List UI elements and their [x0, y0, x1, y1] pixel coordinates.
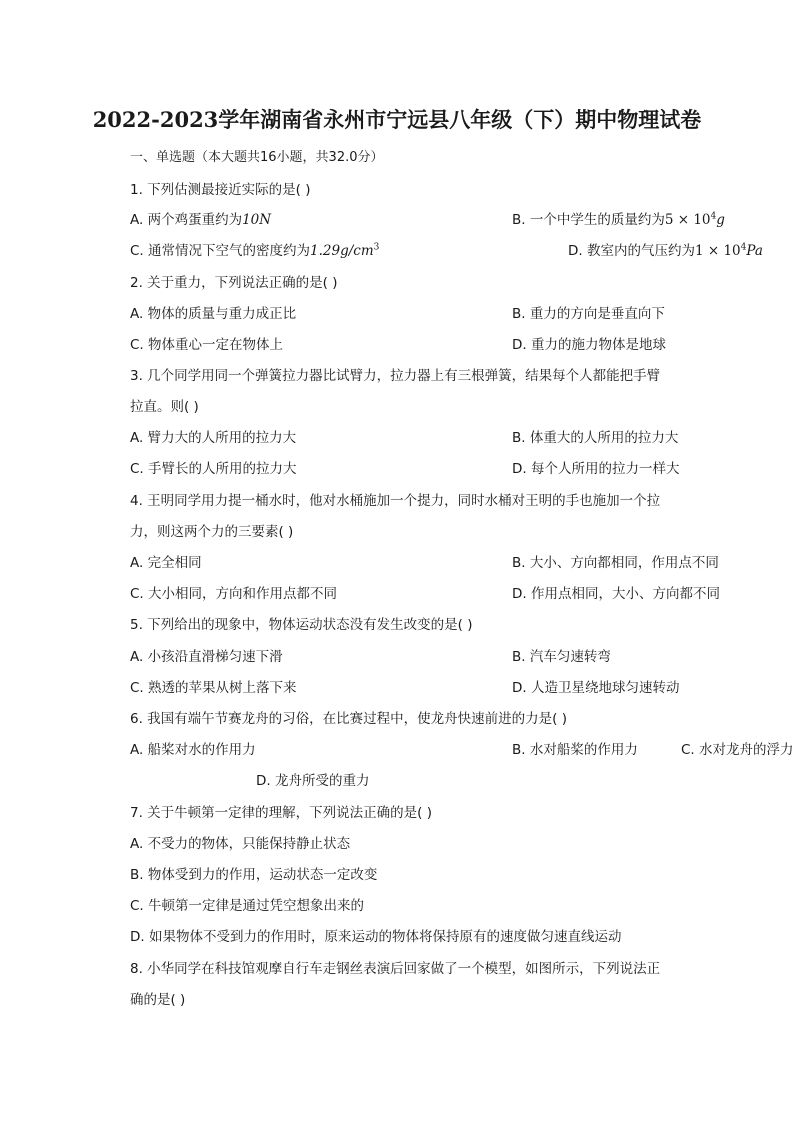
- q5-option-a[interactable]: A. 小孩沿直滑梯匀速下滑: [130, 649, 283, 665]
- q5-option-c[interactable]: C. 熟透的苹果从树上落下来: [130, 680, 297, 696]
- q7-option-d[interactable]: D. 如果物体不受到力的作用时，原来运动的物体将保持原有的速度做匀速直线运动: [130, 929, 622, 945]
- q3-option-b[interactable]: B. 体重大的人所用的拉力大: [512, 430, 679, 446]
- q7-option-a[interactable]: A. 不受力的物体，只能保持静止状态: [130, 836, 351, 852]
- q1-option-c[interactable]: C. 通常情况下空气的密度约为$1.29g/cm^3$: [130, 242, 380, 259]
- q7-option-b[interactable]: B. 物体受到力的作用，运动状态一定改变: [130, 867, 378, 883]
- q6-option-d[interactable]: D. 龙舟所受的重力: [256, 773, 370, 789]
- q6-option-a[interactable]: A. 船桨对水的作用力: [130, 742, 256, 758]
- q2-option-a[interactable]: A. 物体的质量与重力成正比: [130, 306, 297, 322]
- question-8-stem-line2: 确的是( ): [130, 992, 186, 1008]
- q5-option-d[interactable]: D. 人造卫星绕地球匀速转动: [512, 680, 680, 696]
- q6-option-b[interactable]: B. 水对船桨的作用力: [512, 742, 638, 758]
- q6-option-c[interactable]: C. 水对龙舟的浮力: [681, 742, 794, 758]
- question-2-options-row2: [130, 333, 730, 353]
- question-8-stem-line1: 8. 小华同学在科技馆观摩自行车走钢丝表演后回家做了一个模型，如图所示，下列说法正: [130, 961, 661, 977]
- exam-title: 2022-2023学年湖南省永州市宁远县八年级（下）期中物理试卷: [92, 107, 702, 132]
- question-4-options-row1: [130, 551, 730, 571]
- q4-option-d[interactable]: D. 作用点相同，大小、方向都不同: [512, 586, 720, 602]
- q2-option-c[interactable]: C. 物体重心一定在物体上: [130, 337, 284, 353]
- question-5-options-row1: [130, 645, 730, 665]
- q3-option-d[interactable]: D. 每个人所用的拉力一样大: [512, 461, 680, 477]
- question-3-stem-line1: 3. 几个同学用同一个弹簧拉力器比试臂力，拉力器上有三根弹簧，结果每个人都能把手臂: [130, 368, 661, 384]
- question-7-stem: 7. 关于牛顿第一定律的理解，下列说法正确的是( ): [130, 805, 432, 821]
- question-5-options-row2: [130, 676, 730, 696]
- question-2-stem: 2. 关于重力，下列说法正确的是( ): [130, 275, 338, 291]
- q3-option-a[interactable]: A. 臂力大的人所用的拉力大: [130, 430, 297, 446]
- q2-option-d[interactable]: D. 重力的施力物体是地球: [512, 337, 666, 353]
- question-2-options-row1: [130, 302, 730, 322]
- q4-option-a[interactable]: A. 完全相同: [130, 555, 202, 571]
- q3-option-c[interactable]: C. 手臂长的人所用的拉力大: [130, 461, 297, 477]
- q1-option-a[interactable]: A. 两个鸡蛋重约为10N: [130, 212, 272, 228]
- question-6-options-row1: [130, 738, 794, 758]
- q4-option-b[interactable]: B. 大小、方向都相同，作用点不同: [512, 555, 719, 571]
- question-1-options-row2: [130, 239, 763, 259]
- question-4-stem-line1: 4. 王明同学用力提一桶水时，他对水桶施加一个提力，同时水桶对王明的手也施加一个拉: [130, 493, 661, 509]
- question-1-options-row1: [130, 208, 730, 228]
- q7-option-c[interactable]: C. 牛顿第一定律是通过凭空想象出来的: [130, 898, 365, 914]
- section-heading: 一、单选题（本大题共16小题，共32.0分）: [130, 150, 384, 165]
- q2-option-b[interactable]: B. 重力的方向是垂直向下: [512, 306, 665, 322]
- question-4-options-row2: [130, 582, 730, 602]
- question-5-stem: 5. 下列给出的现象中，物体运动状态没有发生改变的是( ): [130, 617, 473, 633]
- q1-option-d[interactable]: D. 教室内的气压约为$1 \times 10^4Pa$: [568, 242, 763, 259]
- question-1-stem: 1. 下列估测最接近实际的是( ): [130, 182, 311, 198]
- question-6-stem: 6. 我国有端午节赛龙舟的习俗，在比赛过程中，使龙舟快速前进的力是( ): [130, 711, 567, 727]
- question-3-options-row2: [130, 457, 730, 477]
- q5-option-b[interactable]: B. 汽车匀速转弯: [512, 649, 611, 665]
- question-3-options-row1: [130, 426, 730, 446]
- q1-option-b[interactable]: B. 一个中学生的质量约为$5 \times 10^4g$: [512, 211, 725, 228]
- q4-option-c[interactable]: C. 大小相同，方向和作用点都不同: [130, 586, 338, 602]
- question-4-stem-line2: 力，则这两个力的三要素( ): [130, 524, 294, 540]
- question-3-stem-line2: 拉直。则( ): [130, 399, 199, 415]
